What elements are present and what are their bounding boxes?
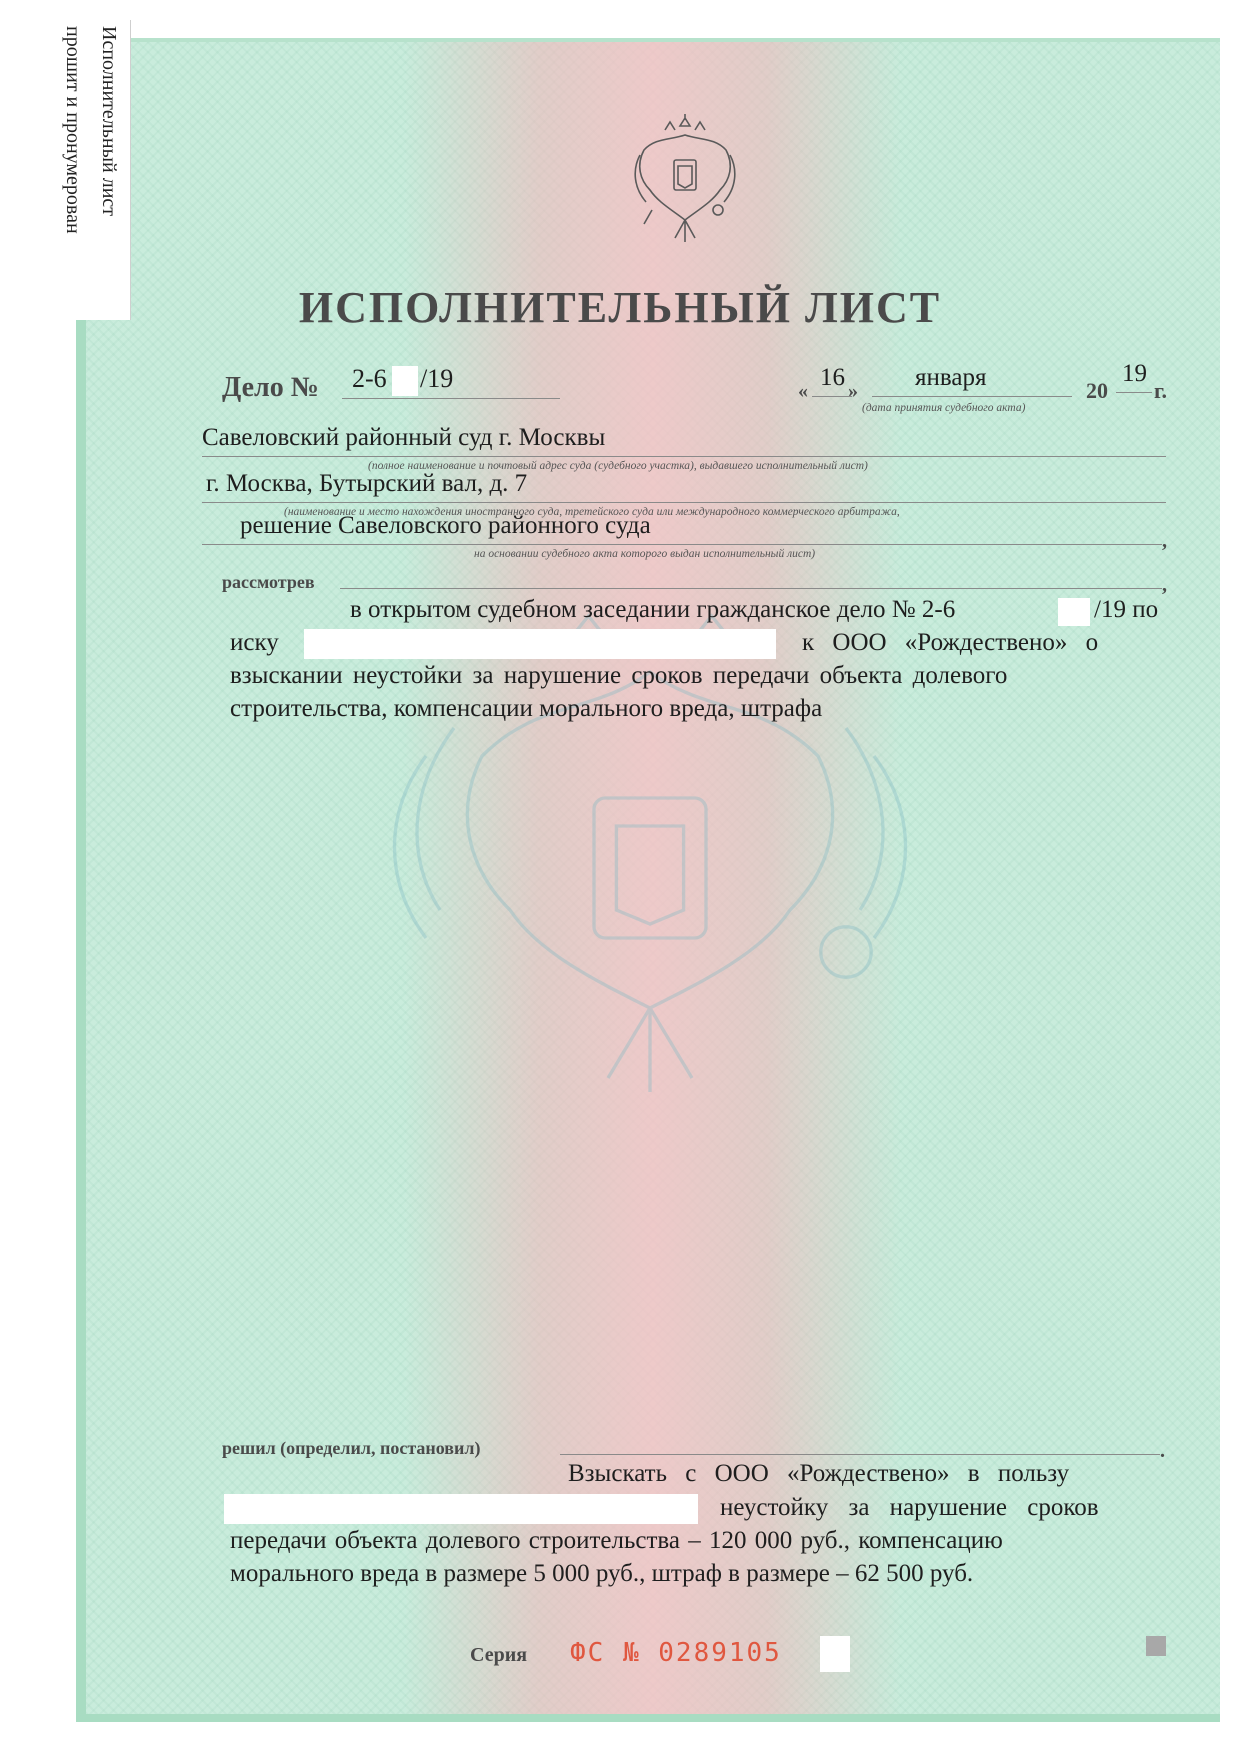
considered-label: рассмотрев [222, 572, 315, 592]
coat-of-arms-icon [630, 110, 740, 245]
date-close-quote: » [848, 380, 858, 402]
court-name-line [202, 456, 1166, 457]
redaction-series-digit [820, 1636, 850, 1672]
court-name: Савеловский районный суд г. Москвы [202, 424, 606, 451]
case-label: Дело № [222, 372, 319, 403]
foreign-court-caption: (наименование и место нахождения иностранного суда, третейского суда или международного коммерческого арбитража, [284, 506, 900, 518]
considered-l2-part1: иску [230, 629, 279, 656]
case-number-line [342, 398, 560, 399]
date-year-prefix: 20 [1086, 378, 1108, 403]
basis-caption: на основании судебного акта которого выдан исполнительный лист) [474, 548, 816, 560]
basis-line [202, 544, 1162, 545]
side-label-line1: Исполнительный лист [98, 26, 120, 217]
redaction-beneficiary-name [224, 1494, 698, 1524]
considered-l3: взыскании неустойки за нарушение сроков передачи объекта долевого [230, 662, 1008, 689]
court-caption: (полное наименование и почтовый адрес суда (судебного участка), выдавшего исполнительный лист) [368, 460, 868, 472]
considered-l1-part2: /19 по [1094, 596, 1159, 623]
date-year-unit: г. [1154, 378, 1168, 403]
decided-l2: неустойку за нарушение сроков [720, 1494, 1099, 1521]
considered-l1-part1: в открытом судебном заседании гражданское дело № 2-6 [350, 596, 956, 623]
corner-marker [1146, 1636, 1166, 1656]
decided-l1: Взыскать с ООО «Рождествено» в пользу [568, 1460, 1070, 1487]
date-open-quote: « [798, 380, 808, 402]
decided-period: . [1160, 1440, 1165, 1462]
date-caption: (дата принятия судебного акта) [862, 402, 1026, 414]
side-label-line2: прошит и пронумерован [62, 26, 84, 234]
redaction-case-number [392, 366, 418, 396]
date-year-suffix: 19 [1122, 360, 1147, 387]
basis-text: решение Савеловского районного суда [240, 512, 651, 539]
decided-label: решил (определил, постановил) [222, 1438, 481, 1458]
date-month-line [872, 396, 1072, 397]
decided-l4: морального вреда в размере 5 000 руб., штраф в размере – 62 500 руб. [230, 1560, 974, 1587]
case-number-prefix: 2-6 [352, 364, 387, 393]
decided-line [560, 1454, 1160, 1455]
decided-l3: передачи объекта долевого строительства – 120 000 руб., компенсацию [230, 1527, 1003, 1554]
considered-comma: , [1162, 574, 1167, 596]
series-number: ФС № 0289105 [570, 1638, 782, 1668]
considered-line [340, 588, 1162, 589]
redaction-plaintiff-name [304, 629, 776, 659]
document-title: ИСПОЛНИТЕЛЬНЫЙ ЛИСТ [298, 283, 942, 332]
basis-comma: , [1162, 530, 1167, 552]
date-day-line [812, 396, 852, 397]
redaction-case-number-2 [1058, 598, 1090, 626]
court-address-line [202, 502, 1166, 503]
considered-l4: строительства, компенсации морального вреда, штрафа [230, 695, 823, 722]
date-day: 16 [820, 364, 845, 391]
case-number-suffix: /19 [420, 364, 454, 393]
court-address: г. Москва, Бутырский вал, д. 7 [206, 470, 528, 497]
series-label: Серия [470, 1644, 528, 1666]
date-month: января [915, 364, 987, 391]
date-year-line [1116, 392, 1152, 393]
considered-l2-part2: к ООО «Рождествено» о [802, 629, 1099, 656]
